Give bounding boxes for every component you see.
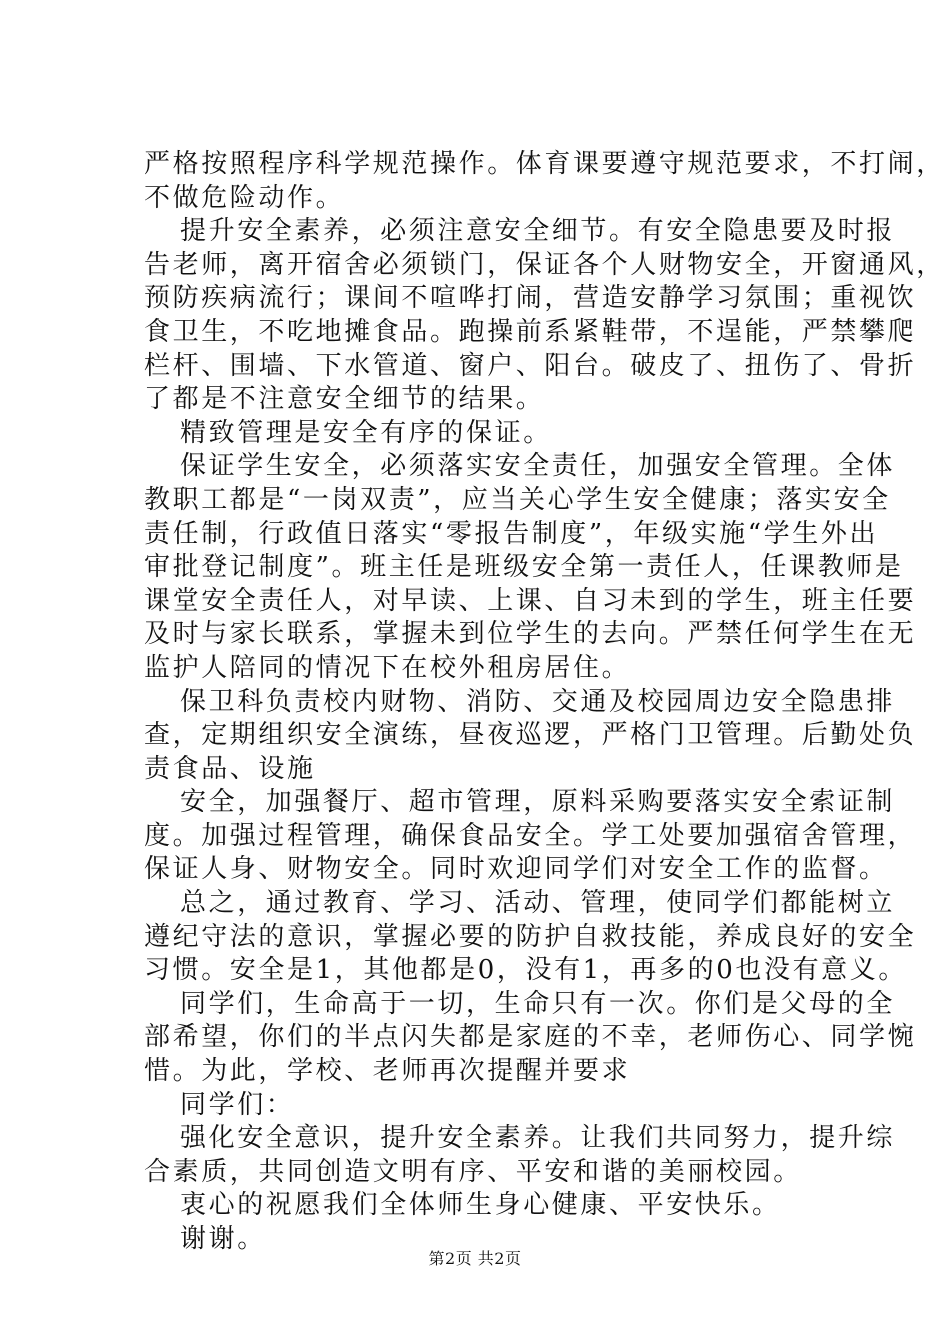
text-line: 习惯。安全是1，其他都是0，没有1，再多的0也没有意义。 [144,955,907,986]
text-line: 查，定期组织安全演练，昼夜巡逻，严格门卫管理。后勤处负 [144,720,917,751]
text-line: 及时与家长联系，掌握未到位学生的去向。严禁任何学生在无 [144,619,917,650]
text-line: 审批登记制度”。班主任是班级安全第一责任人，任课教师是 [144,552,904,583]
text-line: 课堂安全责任人，对早读、上课、自习未到的学生，班主任要 [144,585,917,616]
text-line: 强化安全意识，提升安全素养。让我们共同努力，提升综 [180,1123,896,1154]
text-line: 惜。为此，学校、老师再次提醒并要求 [144,1056,631,1087]
text-line: 责食品、设施 [144,753,316,784]
text-line: 了都是不注意安全细节的结果。 [144,384,545,415]
text-line: 同学们： [180,1089,295,1120]
text-line: 保证学生安全，必须落实安全责任，加强安全管理。全体 [180,451,896,482]
text-line: 合素质，共同创造文明有序、平安和谐的美丽校园。 [144,1156,802,1187]
text-line: 栏杆、围墙、下水管道、窗户、阳台。破皮了、扭伤了、骨折 [144,350,917,381]
text-line: 总之，通过教育、学习、活动、管理，使同学们都能树立 [180,888,896,919]
text-line: 部希望，你们的半点闪失都是家庭的不幸，老师伤心、同学惋 [144,1022,917,1053]
text-line: 不做危险动作。 [144,182,345,213]
page-footer: 第2页 共2页 [428,1249,522,1268]
text-line: 精致管理是安全有序的保证。 [180,417,552,448]
text-line: 预防疾病流行；课间不喧哗打闹，营造安静学习氛围；重视饮 [144,283,917,314]
text-line: 责任制，行政值日落实“零报告制度”，年级实施“学生外出 [144,518,879,549]
text-line: 食卫生，不吃地摊食品。跑操前系紧鞋带，不逞能，严禁攀爬 [144,316,917,347]
text-line: 谢谢。 [180,1224,266,1254]
text-line: 告老师，离开宿舍必须锁门，保证各个人财物安全，开窗通风， [144,249,945,280]
text-line: 衷心的祝愿我们全体师生身心健康、平安快乐。 [180,1190,781,1221]
text-line: 度。加强过程管理，确保食品安全。学工处要加强宿舍管理， [144,820,917,851]
text-line: 保卫科负责校内财物、消防、交通及校园周边安全隐患排 [180,686,896,717]
text-line: 监护人陪同的情况下在校外租房居住。 [144,652,631,683]
document-body [144,148,945,1257]
text-line: 同学们，生命高于一切，生命只有一次。你们是父母的全 [180,988,896,1019]
text-line: 遵纪守法的意识，掌握必要的防护自救技能，养成良好的安全 [144,921,917,952]
text-line: 严格按照程序科学规范操作。体育课要遵守规范要求，不打闹， [144,149,945,179]
text-line: 安全，加强餐厅、超市管理，原料采购要落实安全索证制 [180,787,896,818]
text-line: 教职工都是“一岗双责”，应当关心学生安全健康；落实安全 [144,484,891,515]
text-line: 提升安全素养，必须注意安全细节。有安全隐患要及时报 [180,216,896,247]
text-line: 保证人身、财物安全。同时欢迎同学们对安全工作的监督。 [144,854,888,885]
